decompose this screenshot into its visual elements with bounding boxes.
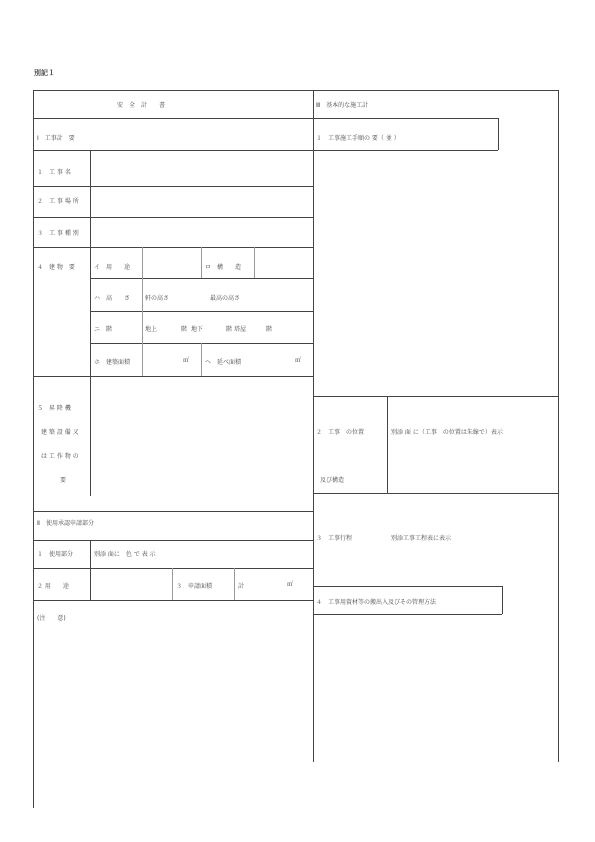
building-area-label: ホ 建築面積: [94, 359, 131, 366]
row-line: [33, 540, 313, 541]
row-line: [313, 118, 498, 119]
applied-area-label: ３ 申請面積: [176, 583, 213, 590]
total-floor-area-label: ヘ 延べ面積: [205, 359, 242, 366]
used-part-label: １ 使用部分: [37, 551, 74, 558]
row-line: [33, 600, 313, 601]
used-part-value: 別添 面に 色 で 表 示: [94, 551, 156, 558]
fence-position-value: 別添 面 に（工事 の位置は朱線で）表示: [391, 429, 503, 436]
row-line: [313, 614, 502, 615]
schedule-value: 別添工事工程表に表示: [391, 535, 452, 542]
cell-divider: [172, 568, 173, 600]
cell-divider: [387, 396, 388, 493]
use-label: イ 用 途: [94, 264, 131, 271]
cell-divider: [498, 118, 499, 150]
above-ground-label: 地上: [145, 326, 158, 333]
row-line: [33, 186, 313, 187]
frame-top: [33, 90, 558, 91]
frame-right: [558, 90, 559, 762]
fence-position-label: ２ 工事 の位置: [316, 429, 365, 436]
cell-divider: [254, 247, 255, 278]
row-line: [313, 150, 498, 151]
frame-middle: [313, 90, 314, 762]
penthouse-label: 塔屋: [234, 326, 247, 333]
max-height-label: 最高の高さ: [210, 295, 241, 302]
height-label: ハ 高 さ: [94, 295, 131, 302]
elevator-label-line2: 建 築 設 備 又: [41, 429, 79, 436]
label-col-divider: [90, 540, 91, 600]
row-line: [313, 493, 558, 494]
cell-divider: [502, 586, 503, 614]
applied-area-unit: ㎡: [287, 581, 294, 588]
form-id: 別記１: [34, 69, 55, 77]
row-line: [33, 376, 313, 377]
elevator-label-line3: は 工 作 物 の: [41, 453, 79, 460]
procedure-overview-label: １ 工事施工手順の 要（ 並 ）: [316, 135, 400, 142]
safety-plan-header: 安 全 計 書: [117, 102, 166, 109]
section1-title: Ⅰ 工事計 要: [37, 135, 75, 142]
floor-unit-3: 階: [266, 326, 273, 333]
row-line: [33, 118, 313, 119]
schedule-label: ３ 工事行程: [316, 535, 353, 542]
row-line: [90, 278, 313, 279]
row-line: [313, 396, 558, 397]
eaves-height-label: 軒の高さ: [145, 295, 170, 302]
cell-divider: [201, 343, 202, 376]
section2-title: Ⅱ 使用承認申請部分: [37, 520, 94, 527]
construction-site-label: ２ 工 事 場 所: [37, 198, 79, 205]
floors-label: ニ 階: [94, 326, 113, 333]
cell-divider: [234, 568, 235, 600]
elevator-label-line4: 要: [60, 477, 67, 484]
elevator-label-line1: ５ 昇 降 機: [37, 405, 71, 412]
row-line: [313, 586, 502, 587]
note-label: (注 意): [37, 615, 66, 622]
label-col-divider: [90, 150, 91, 496]
basic-plan-header: Ⅲ 基本的な施工計: [316, 102, 369, 109]
floor-unit-1: 階: [181, 326, 188, 333]
frame-left: [33, 90, 34, 808]
cell-divider: [201, 247, 202, 278]
sqm-unit-2: ㎡: [295, 357, 302, 364]
floor-unit-2: 階: [226, 326, 233, 333]
fence-structure-label: 及び構造: [320, 477, 345, 484]
applied-area-total: 計: [238, 583, 245, 590]
row-line: [33, 568, 313, 569]
row-line: [33, 511, 313, 512]
row-line: [33, 150, 313, 151]
row-line: [33, 247, 313, 248]
usage-label: ２ 用 途: [37, 583, 69, 590]
materials-management-label: ４ 工事用資材等の搬出入及びその管理方法: [316, 599, 437, 606]
cell-divider: [142, 247, 143, 376]
row-line: [33, 217, 313, 218]
building-overview-label: ４ 建 物 要: [37, 264, 75, 271]
basement-label: 地下: [191, 326, 204, 333]
construction-type-label: ３ 工 事 種 別: [37, 230, 79, 237]
sqm-unit-1: ㎡: [183, 357, 190, 364]
construction-name-label: １ 工 事 名: [37, 169, 71, 176]
row-line: [90, 311, 313, 312]
structure-label: ロ 構 造: [205, 264, 242, 271]
